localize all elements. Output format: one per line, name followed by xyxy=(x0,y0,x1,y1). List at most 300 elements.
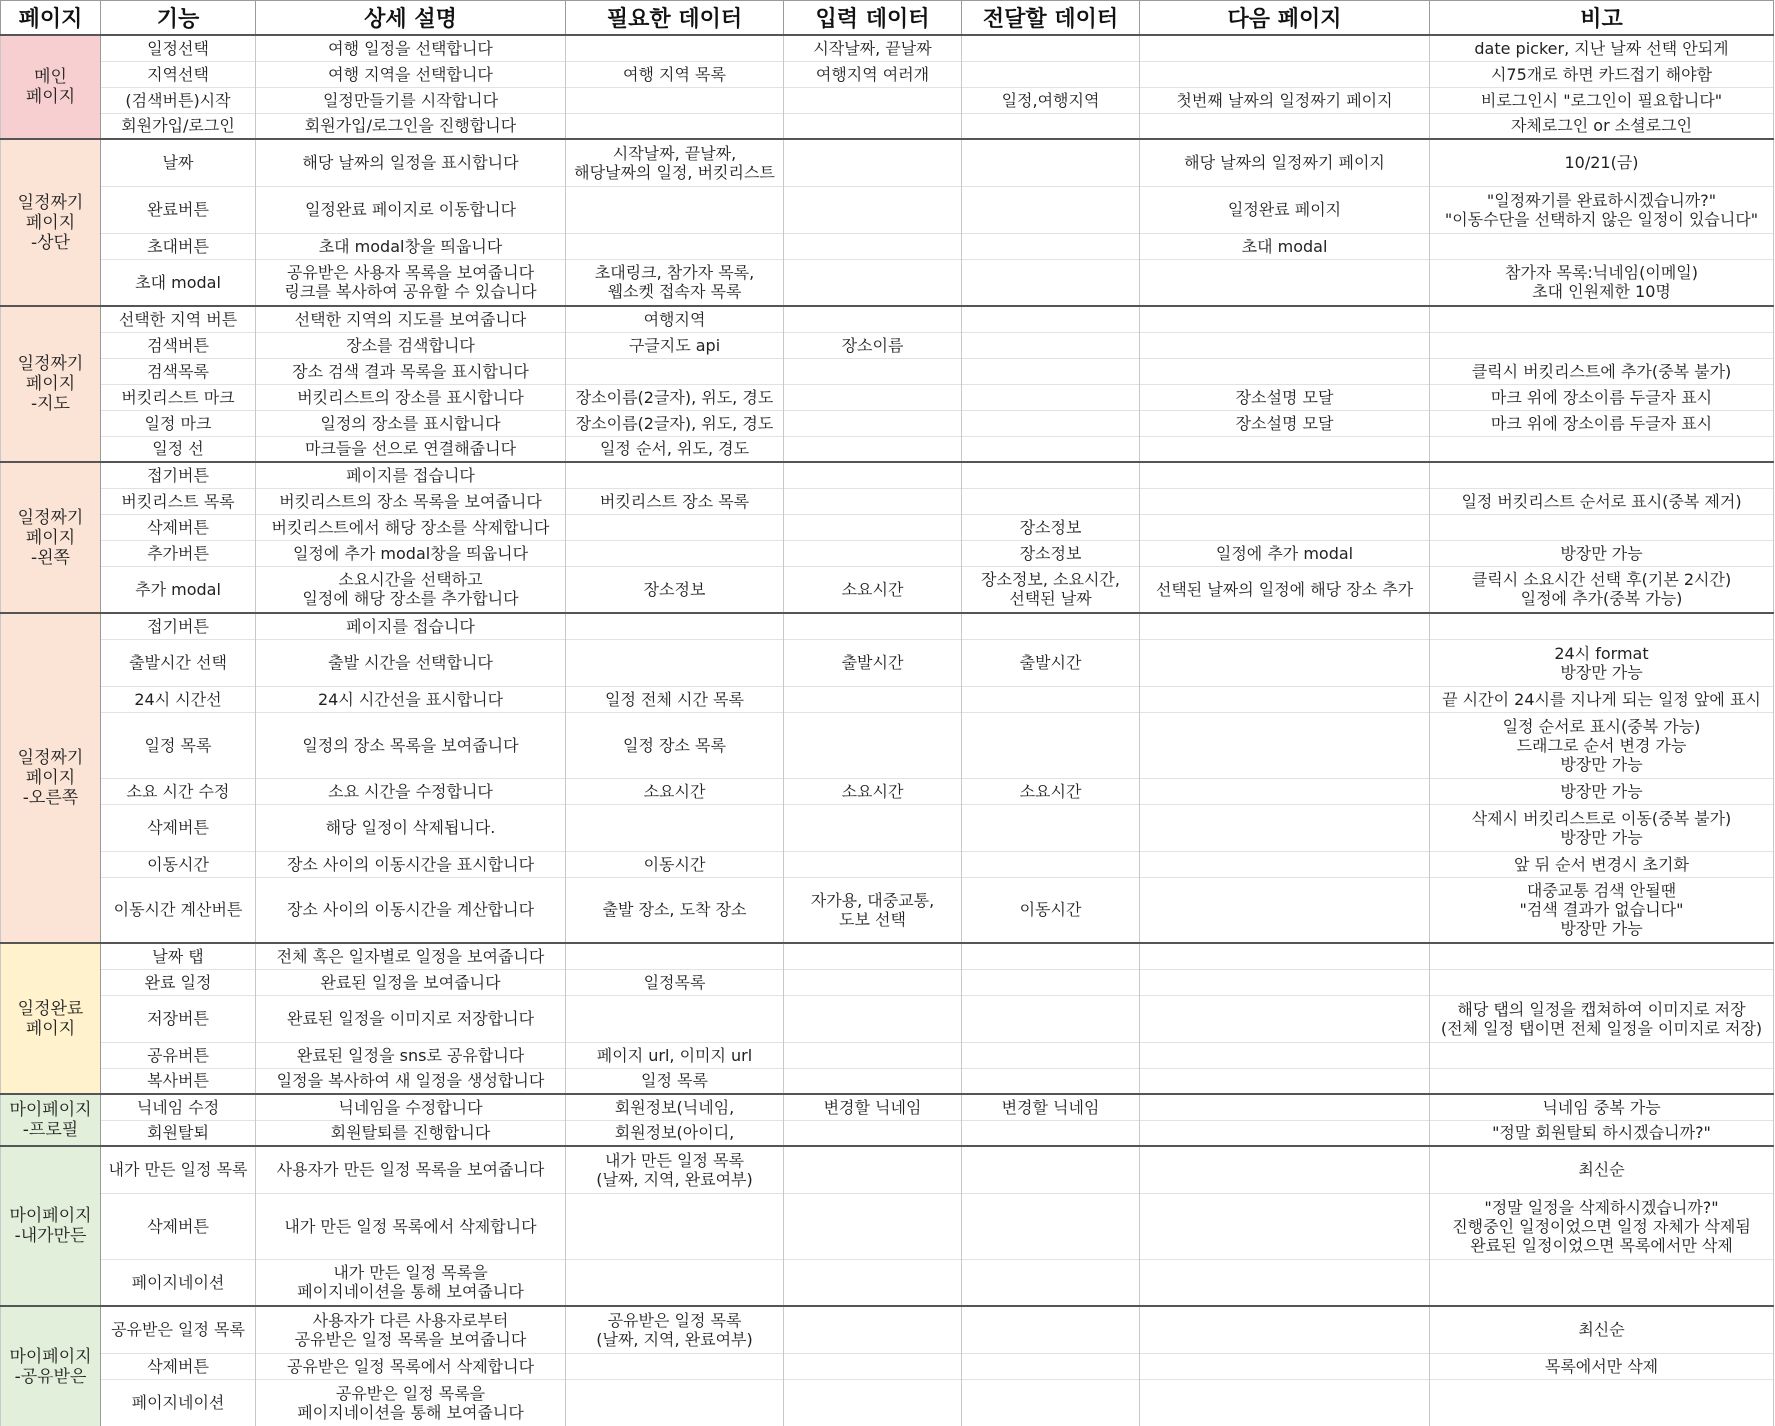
notes-cell: 삭제시 버킷리스트로 이동(중복 불가) 방장만 가능 xyxy=(1430,804,1774,851)
output-data-cell xyxy=(962,943,1140,969)
required-data-cell: 회원정보(아이디, xyxy=(566,1120,784,1146)
required-data-cell xyxy=(566,35,784,61)
feature-cell: 완료버튼 xyxy=(101,186,256,233)
next-page-cell xyxy=(1140,113,1430,139)
table-row xyxy=(1,778,1774,804)
description-cell: 여행 지역을 선택합니다 xyxy=(256,61,566,87)
required-data-cell: 일정 목록 xyxy=(566,1068,784,1094)
feature-cell: 삭제버튼 xyxy=(101,1193,256,1259)
description-cell: 사용자가 다른 사용자로부터 공유받은 일정 목록을 보여줍니다 xyxy=(256,1306,566,1353)
input-data-cell xyxy=(784,1193,962,1259)
table-row xyxy=(1,113,1774,139)
feature-cell: 회원가입/로그인 xyxy=(101,113,256,139)
next-page-cell xyxy=(1140,1353,1430,1379)
description-cell: 내가 만든 일정 목록에서 삭제합니다 xyxy=(256,1193,566,1259)
description-cell: 해당 날짜의 일정을 표시합니다 xyxy=(256,139,566,186)
description-cell: 장소를 검색합니다 xyxy=(256,332,566,358)
feature-cell: 내가 만든 일정 목록 xyxy=(101,1146,256,1193)
feature-cell: 접기버튼 xyxy=(101,462,256,488)
header-feature: 기능 xyxy=(101,1,256,36)
notes-cell xyxy=(1430,943,1774,969)
header-description: 상세 설명 xyxy=(256,1,566,36)
table-row xyxy=(1,613,1774,639)
notes-cell: 닉네임 중복 가능 xyxy=(1430,1094,1774,1120)
header-next-page: 다음 페이지 xyxy=(1140,1,1430,36)
feature-cell: 소요 시간 수정 xyxy=(101,778,256,804)
next-page-cell xyxy=(1140,358,1430,384)
next-page-cell xyxy=(1140,877,1430,943)
output-data-cell xyxy=(962,61,1140,87)
description-cell: 출발 시간을 선택합니다 xyxy=(256,639,566,686)
table-row xyxy=(1,384,1774,410)
input-data-cell xyxy=(784,113,962,139)
description-cell: 버킷리스트의 장소 목록을 보여줍니다 xyxy=(256,488,566,514)
description-cell: 선택한 지역의 지도를 보여줍니다 xyxy=(256,306,566,332)
notes-cell: 대중교통 검색 안될땐 "검색 결과가 없습니다" 방장만 가능 xyxy=(1430,877,1774,943)
next-page-cell xyxy=(1140,1259,1430,1306)
notes-cell xyxy=(1430,514,1774,540)
notes-cell: "일정짜기를 완료하시겠습니까?" "이동수단을 선택하지 않은 일정이 있습니다" xyxy=(1430,186,1774,233)
feature-cell: 버킷리스트 마크 xyxy=(101,384,256,410)
feature-cell: 삭제버튼 xyxy=(101,514,256,540)
output-data-cell xyxy=(962,1042,1140,1068)
page-name-cell: 일정완료 페이지 xyxy=(1,943,101,1094)
input-data-cell xyxy=(784,384,962,410)
header-notes: 비고 xyxy=(1430,1,1774,36)
description-cell: 장소 사이의 이동시간을 계산합니다 xyxy=(256,877,566,943)
required-data-cell xyxy=(566,943,784,969)
table-row xyxy=(1,1042,1774,1068)
output-data-cell xyxy=(962,1353,1140,1379)
feature-cell: 공유받은 일정 목록 xyxy=(101,1306,256,1353)
notes-cell: 앞 뒤 순서 변경시 초기화 xyxy=(1430,851,1774,877)
input-data-cell xyxy=(784,613,962,639)
table-row xyxy=(1,1094,1774,1120)
table-row xyxy=(1,139,1774,186)
required-data-cell xyxy=(566,87,784,113)
output-data-cell xyxy=(962,410,1140,436)
notes-cell xyxy=(1430,1259,1774,1306)
page-name-cell: 일정짜기 페이지 -지도 xyxy=(1,306,101,462)
table-row xyxy=(1,995,1774,1042)
required-data-cell xyxy=(566,462,784,488)
feature-cell: 페이지네이션 xyxy=(101,1379,256,1426)
page-name-cell: 메인 페이지 xyxy=(1,35,101,139)
table-row xyxy=(1,1353,1774,1379)
required-data-cell xyxy=(566,1193,784,1259)
output-data-cell: 일정,여행지역 xyxy=(962,87,1140,113)
feature-cell: 닉네임 수정 xyxy=(101,1094,256,1120)
notes-cell xyxy=(1430,306,1774,332)
required-data-cell xyxy=(566,540,784,566)
description-cell: 소요 시간을 수정합니다 xyxy=(256,778,566,804)
feature-cell: 출발시간 선택 xyxy=(101,639,256,686)
header-input-data: 입력 데이터 xyxy=(784,1,962,36)
notes-cell: 방장만 가능 xyxy=(1430,540,1774,566)
input-data-cell xyxy=(784,514,962,540)
next-page-cell xyxy=(1140,1120,1430,1146)
input-data-cell xyxy=(784,969,962,995)
table-row xyxy=(1,1146,1774,1193)
input-data-cell: 여행지역 여러개 xyxy=(784,61,962,87)
input-data-cell xyxy=(784,712,962,778)
required-data-cell: 여행지역 xyxy=(566,306,784,332)
next-page-cell: 선택된 날짜의 일정에 해당 장소 추가 xyxy=(1140,566,1430,613)
notes-cell: 최신순 xyxy=(1430,1306,1774,1353)
required-data-cell: 일정 순서, 위도, 경도 xyxy=(566,436,784,462)
description-cell: 공유받은 일정 목록을 페이지네이션을 통해 보여줍니다 xyxy=(256,1379,566,1426)
description-cell: 24시 시간선을 표시합니다 xyxy=(256,686,566,712)
table-row xyxy=(1,306,1774,332)
table-row xyxy=(1,540,1774,566)
notes-cell xyxy=(1430,462,1774,488)
input-data-cell: 자가용, 대중교통, 도보 선택 xyxy=(784,877,962,943)
notes-cell: 끝 시간이 24시를 지나게 되는 일정 앞에 표시 xyxy=(1430,686,1774,712)
input-data-cell xyxy=(784,1120,962,1146)
output-data-cell xyxy=(962,462,1140,488)
output-data-cell xyxy=(962,384,1140,410)
header-page: 페이지 xyxy=(1,1,101,36)
input-data-cell xyxy=(784,1068,962,1094)
feature-cell: 일정 마크 xyxy=(101,410,256,436)
table-row xyxy=(1,462,1774,488)
description-cell: 내가 만든 일정 목록을 페이지네이션을 통해 보여줍니다 xyxy=(256,1259,566,1306)
header-row xyxy=(1,1,1774,36)
description-cell: 일정에 추가 modal창을 띄웁니다 xyxy=(256,540,566,566)
output-data-cell: 장소정보, 소요시간, 선택된 날짜 xyxy=(962,566,1140,613)
input-data-cell: 출발시간 xyxy=(784,639,962,686)
output-data-cell xyxy=(962,686,1140,712)
next-page-cell xyxy=(1140,1379,1430,1426)
feature-cell: 접기버튼 xyxy=(101,613,256,639)
next-page-cell xyxy=(1140,514,1430,540)
required-data-cell: 일정 장소 목록 xyxy=(566,712,784,778)
description-cell: 사용자가 만든 일정 목록을 보여줍니다 xyxy=(256,1146,566,1193)
output-data-cell xyxy=(962,1306,1140,1353)
feature-cell: 회원탈퇴 xyxy=(101,1120,256,1146)
input-data-cell xyxy=(784,186,962,233)
feature-cell: 검색목록 xyxy=(101,358,256,384)
description-cell: 페이지를 접습니다 xyxy=(256,613,566,639)
table-row xyxy=(1,233,1774,259)
feature-cell: 삭제버튼 xyxy=(101,804,256,851)
notes-cell: 해당 탭의 일정을 캡쳐하여 이미지로 저장 (전체 일정 탭이면 전체 일정을 이미지로 저장) xyxy=(1430,995,1774,1042)
notes-cell xyxy=(1430,613,1774,639)
notes-cell: 마크 위에 장소이름 두글자 표시 xyxy=(1430,410,1774,436)
header-required-data: 필요한 데이터 xyxy=(566,1,784,36)
output-data-cell xyxy=(962,712,1140,778)
feature-cell: 공유버튼 xyxy=(101,1042,256,1068)
input-data-cell xyxy=(784,1379,962,1426)
required-data-cell: 회원정보(닉네임, xyxy=(566,1094,784,1120)
input-data-cell xyxy=(784,1306,962,1353)
next-page-cell: 초대 modal xyxy=(1140,233,1430,259)
required-data-cell: 소요시간 xyxy=(566,778,784,804)
input-data-cell xyxy=(784,462,962,488)
table-row xyxy=(1,332,1774,358)
next-page-cell: 일정완료 페이지 xyxy=(1140,186,1430,233)
feature-cell: 24시 시간선 xyxy=(101,686,256,712)
feature-cell: 선택한 지역 버튼 xyxy=(101,306,256,332)
output-data-cell xyxy=(962,1259,1140,1306)
notes-cell: 클릭시 버킷리스트에 추가(중복 불가) xyxy=(1430,358,1774,384)
table-row xyxy=(1,436,1774,462)
feature-cell: 일정선택 xyxy=(101,35,256,61)
notes-cell: 최신순 xyxy=(1430,1146,1774,1193)
required-data-cell xyxy=(566,514,784,540)
description-cell: 마크들을 선으로 연결해줍니다 xyxy=(256,436,566,462)
table-row xyxy=(1,87,1774,113)
next-page-cell xyxy=(1140,1094,1430,1120)
description-cell: 일정완료 페이지로 이동합니다 xyxy=(256,186,566,233)
feature-cell: 검색버튼 xyxy=(101,332,256,358)
description-cell: 완료된 일정을 이미지로 저장합니다 xyxy=(256,995,566,1042)
notes-cell: 목록에서만 삭제 xyxy=(1430,1353,1774,1379)
notes-cell: 시75개로 하면 카드접기 해야함 xyxy=(1430,61,1774,87)
notes-cell: date picker, 지난 날짜 선택 안되게 xyxy=(1430,35,1774,61)
next-page-cell: 해당 날짜의 일정짜기 페이지 xyxy=(1140,139,1430,186)
feature-cell: 저장버튼 xyxy=(101,995,256,1042)
input-data-cell xyxy=(784,436,962,462)
description-cell: 일정만들기를 시작합니다 xyxy=(256,87,566,113)
next-page-cell xyxy=(1140,1146,1430,1193)
output-data-cell xyxy=(962,1068,1140,1094)
required-data-cell: 여행 지역 목록 xyxy=(566,61,784,87)
next-page-cell xyxy=(1140,613,1430,639)
feature-cell: 이동시간 xyxy=(101,851,256,877)
feature-cell: 일정 선 xyxy=(101,436,256,462)
required-data-cell xyxy=(566,358,784,384)
feature-cell: (검색버튼)시작 xyxy=(101,87,256,113)
next-page-cell xyxy=(1140,1306,1430,1353)
input-data-cell: 시작날짜, 끝날짜 xyxy=(784,35,962,61)
input-data-cell xyxy=(784,995,962,1042)
required-data-cell xyxy=(566,613,784,639)
next-page-cell xyxy=(1140,1068,1430,1094)
output-data-cell: 출발시간 xyxy=(962,639,1140,686)
output-data-cell xyxy=(962,1146,1140,1193)
notes-cell xyxy=(1430,1068,1774,1094)
required-data-cell: 구글지도 api xyxy=(566,332,784,358)
table-row xyxy=(1,1068,1774,1094)
header-output-data: 전달할 데이터 xyxy=(962,1,1140,36)
next-page-cell xyxy=(1140,462,1430,488)
description-cell: 소요시간을 선택하고 일정에 해당 장소를 추가합니다 xyxy=(256,566,566,613)
description-cell: 공유받은 사용자 목록을 보여줍니다 링크를 복사하여 공유할 수 있습니다 xyxy=(256,259,566,306)
output-data-cell: 이동시간 xyxy=(962,877,1140,943)
output-data-cell xyxy=(962,436,1140,462)
notes-cell xyxy=(1430,233,1774,259)
required-data-cell: 장소이름(2글자), 위도, 경도 xyxy=(566,384,784,410)
required-data-cell: 일정목록 xyxy=(566,969,784,995)
required-data-cell: 초대링크, 참가자 목록, 웹소켓 접속자 목록 xyxy=(566,259,784,306)
feature-cell: 완료 일정 xyxy=(101,969,256,995)
output-data-cell xyxy=(962,804,1140,851)
description-cell: 여행 일정을 선택합니다 xyxy=(256,35,566,61)
feature-cell: 일정 목록 xyxy=(101,712,256,778)
notes-cell xyxy=(1430,1379,1774,1426)
required-data-cell: 공유받은 일정 목록 (날짜, 지역, 완료여부) xyxy=(566,1306,784,1353)
feature-cell: 지역선택 xyxy=(101,61,256,87)
next-page-cell xyxy=(1140,436,1430,462)
description-cell: 완료된 일정을 sns로 공유합니다 xyxy=(256,1042,566,1068)
next-page-cell xyxy=(1140,712,1430,778)
description-cell: 일정을 복사하여 새 일정을 생성합니다 xyxy=(256,1068,566,1094)
input-data-cell xyxy=(784,804,962,851)
description-cell: 일정의 장소를 표시합니다 xyxy=(256,410,566,436)
input-data-cell xyxy=(784,686,962,712)
table-row xyxy=(1,61,1774,87)
required-data-cell: 일정 전체 시간 목록 xyxy=(566,686,784,712)
feature-cell: 삭제버튼 xyxy=(101,1353,256,1379)
next-page-cell xyxy=(1140,306,1430,332)
required-data-cell xyxy=(566,233,784,259)
output-data-cell: 장소정보 xyxy=(962,540,1140,566)
next-page-cell xyxy=(1140,332,1430,358)
input-data-cell xyxy=(784,1259,962,1306)
output-data-cell xyxy=(962,995,1140,1042)
output-data-cell xyxy=(962,233,1140,259)
output-data-cell: 장소정보 xyxy=(962,514,1140,540)
required-data-cell xyxy=(566,995,784,1042)
required-data-cell xyxy=(566,639,784,686)
required-data-cell xyxy=(566,1259,784,1306)
notes-cell: 클릭시 소요시간 선택 후(기본 2시간) 일정에 추가(중복 가능) xyxy=(1430,566,1774,613)
input-data-cell xyxy=(784,943,962,969)
input-data-cell xyxy=(784,358,962,384)
next-page-cell xyxy=(1140,488,1430,514)
next-page-cell xyxy=(1140,35,1430,61)
table-row xyxy=(1,566,1774,613)
output-data-cell xyxy=(962,306,1140,332)
feature-cell: 추가버튼 xyxy=(101,540,256,566)
feature-cell: 이동시간 계산버튼 xyxy=(101,877,256,943)
notes-cell: 24시 format 방장만 가능 xyxy=(1430,639,1774,686)
output-data-cell xyxy=(962,613,1140,639)
description-cell: 닉네임을 수정합니다 xyxy=(256,1094,566,1120)
table-row xyxy=(1,1379,1774,1426)
page-name-cell: 마이페이지 -공유받은 xyxy=(1,1306,101,1426)
table-row xyxy=(1,712,1774,778)
input-data-cell xyxy=(784,233,962,259)
input-data-cell xyxy=(784,1146,962,1193)
input-data-cell xyxy=(784,410,962,436)
table-row xyxy=(1,410,1774,436)
input-data-cell: 변경할 닉네임 xyxy=(784,1094,962,1120)
input-data-cell xyxy=(784,306,962,332)
next-page-cell xyxy=(1140,943,1430,969)
description-cell: 회원가입/로그인을 진행합니다 xyxy=(256,113,566,139)
next-page-cell: 일정에 추가 modal xyxy=(1140,540,1430,566)
description-cell: 해당 일정이 삭제됩니다. xyxy=(256,804,566,851)
table-row xyxy=(1,1120,1774,1146)
required-data-cell: 장소정보 xyxy=(566,566,784,613)
description-cell: 버킷리스트에서 해당 장소를 삭제합니다 xyxy=(256,514,566,540)
table-row xyxy=(1,488,1774,514)
output-data-cell: 소요시간 xyxy=(962,778,1140,804)
feature-cell: 날짜 xyxy=(101,139,256,186)
feature-cell: 초대 modal xyxy=(101,259,256,306)
next-page-cell xyxy=(1140,61,1430,87)
description-cell: 회원탈퇴를 진행합니다 xyxy=(256,1120,566,1146)
table-row xyxy=(1,358,1774,384)
required-data-cell: 이동시간 xyxy=(566,851,784,877)
output-data-cell xyxy=(962,139,1140,186)
input-data-cell xyxy=(784,259,962,306)
output-data-cell xyxy=(962,113,1140,139)
notes-cell xyxy=(1430,436,1774,462)
notes-cell: 일정 순서로 표시(중복 가능) 드래그로 순서 변경 가능 방장만 가능 xyxy=(1430,712,1774,778)
next-page-cell xyxy=(1140,1193,1430,1259)
feature-cell: 버킷리스트 목록 xyxy=(101,488,256,514)
next-page-cell xyxy=(1140,1042,1430,1068)
notes-cell xyxy=(1430,969,1774,995)
output-data-cell xyxy=(962,1120,1140,1146)
input-data-cell xyxy=(784,851,962,877)
output-data-cell xyxy=(962,488,1140,514)
required-data-cell: 페이지 url, 이미지 url xyxy=(566,1042,784,1068)
notes-cell xyxy=(1430,1042,1774,1068)
required-data-cell: 내가 만든 일정 목록 (날짜, 지역, 완료여부) xyxy=(566,1146,784,1193)
output-data-cell xyxy=(962,186,1140,233)
input-data-cell xyxy=(784,488,962,514)
table-row xyxy=(1,35,1774,61)
feature-cell: 추가 modal xyxy=(101,566,256,613)
table-row xyxy=(1,639,1774,686)
output-data-cell: 변경할 닉네임 xyxy=(962,1094,1140,1120)
table-row xyxy=(1,1193,1774,1259)
output-data-cell xyxy=(962,35,1140,61)
input-data-cell: 소요시간 xyxy=(784,566,962,613)
table-row xyxy=(1,1259,1774,1306)
required-data-cell: 시작날짜, 끝날짜, 해당날짜의 일정, 버킷리스트 xyxy=(566,139,784,186)
description-cell: 장소 검색 결과 목록을 표시합니다 xyxy=(256,358,566,384)
next-page-cell xyxy=(1140,686,1430,712)
description-cell: 공유받은 일정 목록에서 삭제합니다 xyxy=(256,1353,566,1379)
required-data-cell xyxy=(566,186,784,233)
next-page-cell: 장소설명 모달 xyxy=(1140,384,1430,410)
required-data-cell xyxy=(566,1379,784,1426)
page-name-cell: 일정짜기 페이지 -왼쪽 xyxy=(1,462,101,613)
input-data-cell xyxy=(784,540,962,566)
next-page-cell: 장소설명 모달 xyxy=(1140,410,1430,436)
feature-cell: 날짜 탭 xyxy=(101,943,256,969)
next-page-cell xyxy=(1140,259,1430,306)
input-data-cell: 소요시간 xyxy=(784,778,962,804)
input-data-cell xyxy=(784,139,962,186)
next-page-cell xyxy=(1140,851,1430,877)
description-cell: 완료된 일정을 보여줍니다 xyxy=(256,969,566,995)
description-cell: 전체 혹은 일자별로 일정을 보여줍니다 xyxy=(256,943,566,969)
feature-cell: 페이지네이션 xyxy=(101,1259,256,1306)
output-data-cell xyxy=(962,1379,1140,1426)
description-cell: 페이지를 접습니다 xyxy=(256,462,566,488)
required-data-cell xyxy=(566,1353,784,1379)
table-row xyxy=(1,877,1774,943)
description-cell: 버킷리스트의 장소를 표시합니다 xyxy=(256,384,566,410)
required-data-cell xyxy=(566,804,784,851)
output-data-cell xyxy=(962,1193,1140,1259)
page-name-cell: 마이페이지 -프로필 xyxy=(1,1094,101,1146)
table-row xyxy=(1,969,1774,995)
notes-cell: "정말 일정을 삭제하시겠습니까?" 진행중인 일정이었으면 일정 자체가 삭제됨 완료된 일정이었으면 목록에서만 삭제 xyxy=(1430,1193,1774,1259)
next-page-cell xyxy=(1140,804,1430,851)
notes-cell: 10/21(금) xyxy=(1430,139,1774,186)
table-row xyxy=(1,686,1774,712)
required-data-cell: 버킷리스트 장소 목록 xyxy=(566,488,784,514)
description-cell: 일정의 장소 목록을 보여줍니다 xyxy=(256,712,566,778)
notes-cell: "정말 회원탈퇴 하시겠습니까?" xyxy=(1430,1120,1774,1146)
